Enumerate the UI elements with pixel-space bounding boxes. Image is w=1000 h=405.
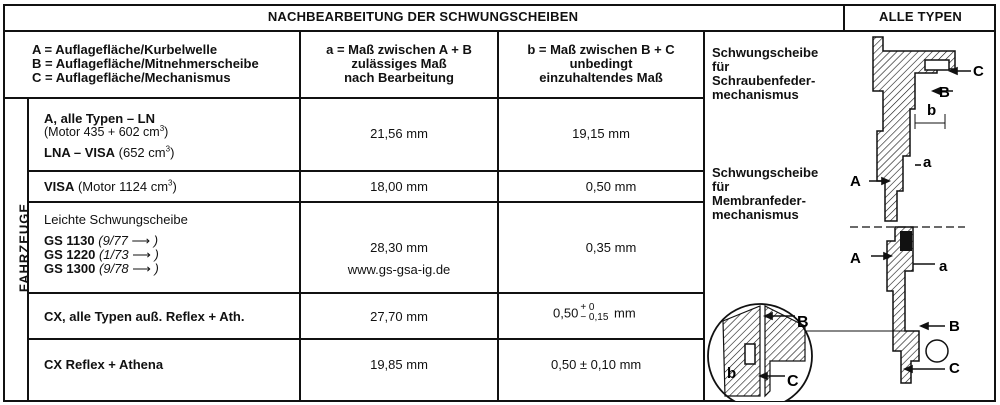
diagram-A2: A <box>850 250 861 267</box>
col-a-header-2: zulässiges Maß <box>351 56 447 71</box>
legend-c: C = Auflagefläche/Mechanismus <box>32 70 231 85</box>
detail-C: C <box>787 373 799 390</box>
row1-label-1: A, alle Typen – LN <box>44 111 156 126</box>
row2-value-b: 0,50 mm <box>585 179 637 194</box>
diagram-a2: a <box>939 258 948 275</box>
divider <box>27 338 705 340</box>
col-a-header-3: nach Bearbeitung <box>344 70 454 85</box>
detail-B: B <box>797 314 809 331</box>
col-b-header-2: unbedingt <box>569 56 633 71</box>
side-label: FAHRZEUGE <box>16 202 32 293</box>
row4-value-a: 27,70 mm <box>370 309 428 324</box>
col-a-header-1: a = Maß zwischen A + B <box>326 42 472 57</box>
divider <box>497 30 499 402</box>
row4-label: CX, alle Typen auß. Reflex + Ath. <box>44 309 245 324</box>
row1-label-3: LNA – VISA (652 $cm^3$) <box>44 144 175 160</box>
diagram-C2: C <box>949 360 960 377</box>
row3-value-a: 28,30 mm <box>370 240 428 255</box>
row3-label-0: Leichte Schwungscheibe <box>44 212 188 227</box>
diagram-b1: b <box>927 102 937 119</box>
detail-b: b <box>727 365 737 382</box>
watermark-url: www.gs-gsa-ig.de <box>347 262 451 277</box>
legend-b: B = Auflagefläche/Mitnehmerscheibe <box>32 56 259 71</box>
divider <box>3 97 705 99</box>
col-b-header-1: b = Maß zwischen B + C <box>527 42 675 57</box>
row1-value-a: 21,56 mm <box>370 126 428 141</box>
row4-value-b: 0,50 + 0 − 0,15 mm <box>553 302 636 323</box>
diagram-C1: C <box>973 63 984 80</box>
diagram-A1: A <box>850 173 861 190</box>
diagram-B1: B <box>939 84 950 101</box>
types-label: ALLE TYPEN <box>879 9 962 24</box>
row2-value-a: 18,00 mm <box>370 179 428 194</box>
col-b-header-3: einzuhaltendes Maß <box>539 70 663 85</box>
divider <box>27 170 705 172</box>
row5-value-a: 19,85 mm <box>370 357 428 372</box>
flywheel-diagram <box>705 31 995 401</box>
row2-label: VISA (Motor 1124 $cm^3$) <box>44 178 177 194</box>
divider <box>299 30 301 402</box>
diagram-a1: a <box>923 154 932 171</box>
legend-a: A = Auflagefläche/Kurbelwelle <box>32 42 218 57</box>
diagram-label-screw: Schwungscheibe für Schraubenfeder- mechanismus <box>712 45 819 102</box>
row3-label-3: GS 1300 (9/78 ⟶ ) <box>44 261 159 276</box>
page-title: NACHBEARBEITUNG DER SCHWUNGSCHEIBEN <box>267 9 579 24</box>
row3-label-1: GS 1130 (9/77 ⟶ ) <box>44 233 159 248</box>
divider <box>27 201 705 203</box>
row3-value-b: 0,35 mm <box>585 240 637 255</box>
row3-label-2: GS 1220 (1/73 ⟶ ) <box>44 247 159 262</box>
row5-label: CX Reflex + Athena <box>44 357 164 372</box>
diagram-label-membrane: Schwungscheibe für Membranfeder- mechanismus <box>712 165 819 222</box>
divider <box>27 292 705 294</box>
row1-label-2: (Motor 435 + 602 $cm^3$) <box>44 123 169 139</box>
row1-value-b: 19,15 mm <box>572 126 630 141</box>
row5-value-b: 0,50 ± 0,10 mm <box>551 357 642 372</box>
diagram-B2: B <box>949 318 960 335</box>
